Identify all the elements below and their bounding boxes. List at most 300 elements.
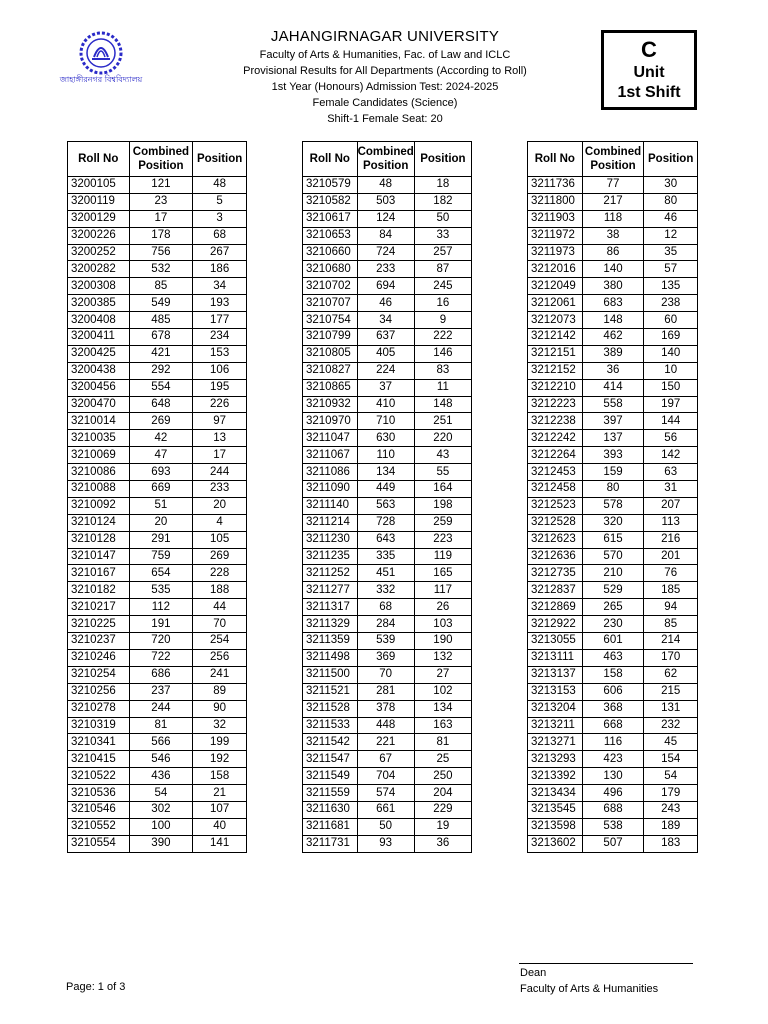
combined-position-cell: 686 <box>129 666 193 683</box>
combined-position-cell: 221 <box>357 734 414 751</box>
combined-position-cell: 637 <box>357 329 414 346</box>
table-row <box>528 481 698 498</box>
roll-number-cell: 3211140 <box>303 497 358 514</box>
table-row <box>68 329 247 346</box>
col-header-roll: Roll No <box>303 142 358 177</box>
position-cell: 179 <box>644 785 698 802</box>
roll-number-cell: 3210088 <box>68 481 130 498</box>
combined-position-cell: 485 <box>129 312 193 329</box>
roll-number-cell: 3200408 <box>68 312 130 329</box>
roll-number-cell: 3210707 <box>303 295 358 312</box>
combined-position-cell: 393 <box>582 447 644 464</box>
table-row <box>528 785 698 802</box>
combined-position-cell: 558 <box>582 396 644 413</box>
position-cell: 177 <box>193 312 247 329</box>
roll-number-cell: 3210167 <box>68 565 130 582</box>
combined-position-cell: 630 <box>357 430 414 447</box>
roll-number-cell: 3210086 <box>68 464 130 481</box>
table-row <box>303 548 472 565</box>
combined-position-cell: 84 <box>357 227 414 244</box>
combined-position-cell: 643 <box>357 531 414 548</box>
table-row <box>303 464 472 481</box>
seat-line: Shift-1 Female Seat: 20 <box>327 113 443 125</box>
table-row <box>528 193 698 210</box>
table-row <box>303 481 472 498</box>
roll-number-cell: 3211973 <box>528 244 583 261</box>
combined-position-cell: 507 <box>582 835 644 852</box>
roll-number-cell: 3210554 <box>68 835 130 852</box>
combined-position-cell: 463 <box>582 649 644 666</box>
position-cell: 144 <box>644 413 698 430</box>
table-row <box>528 717 698 734</box>
roll-number-cell: 3212922 <box>528 616 583 633</box>
table-row <box>528 683 698 700</box>
position-cell: 81 <box>414 734 471 751</box>
position-cell: 18 <box>414 177 471 194</box>
position-cell: 158 <box>193 768 247 785</box>
combined-position-cell: 669 <box>129 481 193 498</box>
table-row <box>68 497 247 514</box>
table-row <box>528 835 698 852</box>
roll-number-cell: 3210182 <box>68 582 130 599</box>
roll-number-cell: 3210035 <box>68 430 130 447</box>
position-cell: 11 <box>414 379 471 396</box>
combined-position-cell: 17 <box>129 210 193 227</box>
roll-number-cell: 3211528 <box>303 700 358 717</box>
roll-number-cell: 3200385 <box>68 295 130 312</box>
position-cell: 188 <box>193 582 247 599</box>
combined-position-cell: 601 <box>582 633 644 650</box>
col-header-combined: Combined Position <box>357 142 414 177</box>
roll-number-cell: 3213293 <box>528 751 583 768</box>
combined-position-cell: 332 <box>357 582 414 599</box>
position-cell: 195 <box>193 379 247 396</box>
combined-position-cell: 292 <box>129 362 193 379</box>
combined-position-cell: 159 <box>582 464 644 481</box>
combined-position-cell: 34 <box>357 312 414 329</box>
table-row <box>68 599 247 616</box>
table-row <box>68 531 247 548</box>
table-row <box>303 700 472 717</box>
roll-number-cell: 3210582 <box>303 193 358 210</box>
position-cell: 45 <box>644 734 698 751</box>
position-cell: 30 <box>644 177 698 194</box>
position-cell: 26 <box>414 599 471 616</box>
position-cell: 220 <box>414 430 471 447</box>
roll-number-cell: 3212238 <box>528 413 583 430</box>
combined-position-cell: 335 <box>357 548 414 565</box>
position-cell: 70 <box>193 616 247 633</box>
combined-position-cell: 237 <box>129 683 193 700</box>
combined-position-cell: 756 <box>129 244 193 261</box>
position-cell: 35 <box>644 244 698 261</box>
roll-number-cell: 3210069 <box>68 447 130 464</box>
combined-position-cell: 704 <box>357 768 414 785</box>
table-row <box>68 751 247 768</box>
position-cell: 222 <box>414 329 471 346</box>
roll-number-cell: 3212264 <box>528 447 583 464</box>
position-cell: 46 <box>644 210 698 227</box>
combined-position-cell: 678 <box>129 329 193 346</box>
combined-position-cell: 451 <box>357 565 414 582</box>
table-row <box>303 329 472 346</box>
table-row <box>68 345 247 362</box>
roll-number-cell: 3212458 <box>528 481 583 498</box>
roll-number-cell: 3210341 <box>68 734 130 751</box>
table-row <box>68 734 247 751</box>
position-cell: 119 <box>414 548 471 565</box>
table-row <box>68 818 247 835</box>
position-cell: 243 <box>644 801 698 818</box>
position-cell: 25 <box>414 751 471 768</box>
col-header-combined: Combined Position <box>129 142 193 177</box>
table-row <box>528 734 698 751</box>
combined-position-cell: 42 <box>129 430 193 447</box>
combined-position-cell: 728 <box>357 514 414 531</box>
table-row <box>68 210 247 227</box>
table-row <box>528 514 698 531</box>
table-row <box>68 785 247 802</box>
roll-number-cell: 3213111 <box>528 649 583 666</box>
combined-position-cell: 85 <box>129 278 193 295</box>
position-cell: 107 <box>193 801 247 818</box>
table-row <box>68 649 247 666</box>
col-header-roll: Roll No <box>528 142 583 177</box>
position-cell: 3 <box>193 210 247 227</box>
combined-position-cell: 549 <box>129 295 193 312</box>
roll-number-cell: 3210014 <box>68 413 130 430</box>
table-row <box>303 362 472 379</box>
roll-number-cell: 3210653 <box>303 227 358 244</box>
combined-position-cell: 118 <box>582 210 644 227</box>
position-cell: 83 <box>414 362 471 379</box>
roll-number-cell: 3211547 <box>303 751 358 768</box>
roll-number-cell: 3212528 <box>528 514 583 531</box>
position-cell: 44 <box>193 599 247 616</box>
results-line: Provisional Results for All Departments (According to Roll) <box>243 65 527 77</box>
combined-position-cell: 51 <box>129 497 193 514</box>
table-row <box>303 379 472 396</box>
combined-position-cell: 574 <box>357 785 414 802</box>
position-cell: 192 <box>193 751 247 768</box>
position-cell: 269 <box>193 548 247 565</box>
table-row <box>68 700 247 717</box>
combined-position-cell: 50 <box>357 818 414 835</box>
combined-position-cell: 570 <box>582 548 644 565</box>
roll-number-cell: 3212073 <box>528 312 583 329</box>
roll-number-cell: 3212210 <box>528 379 583 396</box>
combined-position-cell: 265 <box>582 599 644 616</box>
table-row <box>68 768 247 785</box>
roll-number-cell: 3210754 <box>303 312 358 329</box>
signatory-title: Dean <box>520 967 547 979</box>
signatory-faculty: Faculty of Arts & Humanities <box>520 983 659 995</box>
roll-number-cell: 3200105 <box>68 177 130 194</box>
position-cell: 234 <box>193 329 247 346</box>
combined-position-cell: 694 <box>357 278 414 295</box>
table-row <box>528 649 698 666</box>
position-cell: 170 <box>644 649 698 666</box>
position-cell: 229 <box>414 801 471 818</box>
combined-position-cell: 759 <box>129 548 193 565</box>
roll-number-cell: 3200282 <box>68 261 130 278</box>
roll-number-cell: 3213271 <box>528 734 583 751</box>
combined-position-cell: 654 <box>129 565 193 582</box>
combined-position-cell: 423 <box>582 751 644 768</box>
combined-position-cell: 281 <box>357 683 414 700</box>
combined-position-cell: 269 <box>129 413 193 430</box>
position-cell: 228 <box>193 565 247 582</box>
combined-position-cell: 77 <box>582 177 644 194</box>
position-cell: 244 <box>193 464 247 481</box>
position-cell: 43 <box>414 447 471 464</box>
table-row <box>303 295 472 312</box>
position-cell: 250 <box>414 768 471 785</box>
table-row <box>68 362 247 379</box>
table-row <box>528 329 698 346</box>
position-cell: 132 <box>414 649 471 666</box>
roll-number-cell: 3211500 <box>303 666 358 683</box>
position-cell: 140 <box>644 345 698 362</box>
combined-position-cell: 688 <box>582 801 644 818</box>
roll-number-cell: 3211359 <box>303 633 358 650</box>
unit-badge <box>601 30 697 110</box>
position-cell: 232 <box>644 717 698 734</box>
university-seal-script: জাহাঙ্গীরনগর বিশ্ববিদ্যালয় <box>59 75 143 84</box>
combined-position-cell: 23 <box>129 193 193 210</box>
roll-number-cell: 3212623 <box>528 531 583 548</box>
position-cell: 12 <box>644 227 698 244</box>
position-cell: 141 <box>193 835 247 852</box>
table-row <box>68 683 247 700</box>
roll-number-cell: 3210319 <box>68 717 130 734</box>
position-cell: 131 <box>644 700 698 717</box>
roll-number-cell: 3210522 <box>68 768 130 785</box>
table-row <box>68 633 247 650</box>
position-cell: 16 <box>414 295 471 312</box>
table-row <box>528 430 698 447</box>
roll-number-cell: 3211317 <box>303 599 358 616</box>
combined-position-cell: 405 <box>357 345 414 362</box>
combined-position-cell: 539 <box>357 633 414 650</box>
roll-number-cell: 3210932 <box>303 396 358 413</box>
table-row <box>303 666 472 683</box>
roll-number-cell: 3210147 <box>68 548 130 565</box>
roll-number-cell: 3211533 <box>303 717 358 734</box>
combined-position-cell: 37 <box>357 379 414 396</box>
table-row <box>303 649 472 666</box>
position-cell: 36 <box>414 835 471 852</box>
position-cell: 102 <box>414 683 471 700</box>
table-row <box>528 818 698 835</box>
roll-number-cell: 3213211 <box>528 717 583 734</box>
combined-position-cell: 20 <box>129 514 193 531</box>
table-row <box>303 768 472 785</box>
table-row <box>528 413 698 430</box>
table-row <box>528 599 698 616</box>
shift-label: 1st Shift <box>617 84 681 101</box>
roll-number-cell: 3212152 <box>528 362 583 379</box>
table-row <box>303 818 472 835</box>
roll-number-cell: 3213392 <box>528 768 583 785</box>
combined-position-cell: 284 <box>357 616 414 633</box>
position-cell: 142 <box>644 447 698 464</box>
combined-position-cell: 378 <box>357 700 414 717</box>
roll-number-cell: 3211067 <box>303 447 358 464</box>
combined-position-cell: 124 <box>357 210 414 227</box>
results-table-2 <box>302 141 472 853</box>
roll-number-cell: 3212869 <box>528 599 583 616</box>
faculty-line: Faculty of Arts & Humanities, Fac. of Law and ICLC <box>259 49 511 61</box>
roll-number-cell: 3211800 <box>528 193 583 210</box>
roll-number-cell: 3213055 <box>528 633 583 650</box>
position-cell: 256 <box>193 649 247 666</box>
roll-number-cell: 3211047 <box>303 430 358 447</box>
combined-position-cell: 410 <box>357 396 414 413</box>
table-row <box>68 295 247 312</box>
combined-position-cell: 496 <box>582 785 644 802</box>
roll-number-cell: 3200438 <box>68 362 130 379</box>
roll-number-cell: 3211235 <box>303 548 358 565</box>
roll-number-cell: 3213153 <box>528 683 583 700</box>
combined-position-cell: 224 <box>357 362 414 379</box>
results-table-1 <box>67 141 247 853</box>
combined-position-cell: 566 <box>129 734 193 751</box>
position-cell: 214 <box>644 633 698 650</box>
position-cell: 97 <box>193 413 247 430</box>
roll-number-cell: 3211086 <box>303 464 358 481</box>
position-cell: 19 <box>414 818 471 835</box>
roll-number-cell: 3200470 <box>68 396 130 413</box>
combined-position-cell: 320 <box>582 514 644 531</box>
roll-number-cell: 3200411 <box>68 329 130 346</box>
roll-number-cell: 3210799 <box>303 329 358 346</box>
roll-number-cell: 3211277 <box>303 582 358 599</box>
position-cell: 207 <box>644 497 698 514</box>
position-cell: 10 <box>644 362 698 379</box>
position-cell: 50 <box>414 210 471 227</box>
table-row <box>303 278 472 295</box>
table-row <box>68 177 247 194</box>
table-row <box>68 548 247 565</box>
position-cell: 27 <box>414 666 471 683</box>
roll-number-cell: 3210246 <box>68 649 130 666</box>
position-cell: 62 <box>644 666 698 683</box>
position-cell: 267 <box>193 244 247 261</box>
combined-position-cell: 668 <box>582 717 644 734</box>
table-row <box>303 210 472 227</box>
combined-position-cell: 134 <box>357 464 414 481</box>
table-row <box>303 633 472 650</box>
position-cell: 216 <box>644 531 698 548</box>
position-cell: 215 <box>644 683 698 700</box>
table-row <box>528 801 698 818</box>
table-row <box>528 751 698 768</box>
position-cell: 94 <box>644 599 698 616</box>
position-cell: 90 <box>193 700 247 717</box>
position-cell: 80 <box>644 193 698 210</box>
combined-position-cell: 546 <box>129 751 193 768</box>
table-row <box>303 599 472 616</box>
roll-number-cell: 3211542 <box>303 734 358 751</box>
combined-position-cell: 140 <box>582 261 644 278</box>
combined-position-cell: 724 <box>357 244 414 261</box>
position-cell: 148 <box>414 396 471 413</box>
position-cell: 197 <box>644 396 698 413</box>
position-cell: 182 <box>414 193 471 210</box>
candidates-line: Female Candidates (Science) <box>312 97 458 109</box>
combined-position-cell: 110 <box>357 447 414 464</box>
table-row <box>528 565 698 582</box>
roll-number-cell: 3210237 <box>68 633 130 650</box>
table-row <box>303 565 472 582</box>
position-cell: 193 <box>193 295 247 312</box>
combined-position-cell: 720 <box>129 633 193 650</box>
roll-number-cell: 3210865 <box>303 379 358 396</box>
table-row <box>68 835 247 852</box>
table-row <box>68 244 247 261</box>
position-cell: 163 <box>414 717 471 734</box>
table-row <box>528 582 698 599</box>
table-row <box>68 312 247 329</box>
position-cell: 54 <box>644 768 698 785</box>
table-row <box>303 244 472 261</box>
combined-position-cell: 554 <box>129 379 193 396</box>
combined-position-cell: 100 <box>129 818 193 835</box>
roll-number-cell: 3213434 <box>528 785 583 802</box>
combined-position-cell: 291 <box>129 531 193 548</box>
position-cell: 199 <box>193 734 247 751</box>
roll-number-cell: 3211498 <box>303 649 358 666</box>
table-row <box>528 312 698 329</box>
table-row <box>68 464 247 481</box>
roll-number-cell: 3212016 <box>528 261 583 278</box>
position-cell: 32 <box>193 717 247 734</box>
roll-number-cell: 3213545 <box>528 801 583 818</box>
roll-number-cell: 3210827 <box>303 362 358 379</box>
roll-number-cell: 3210092 <box>68 497 130 514</box>
combined-position-cell: 244 <box>129 700 193 717</box>
position-cell: 106 <box>193 362 247 379</box>
roll-number-cell: 3210415 <box>68 751 130 768</box>
table-row <box>303 751 472 768</box>
roll-number-cell: 3212049 <box>528 278 583 295</box>
combined-position-cell: 648 <box>129 396 193 413</box>
combined-position-cell: 436 <box>129 768 193 785</box>
position-cell: 63 <box>644 464 698 481</box>
table-row <box>528 396 698 413</box>
roll-number-cell: 3211214 <box>303 514 358 531</box>
table-row <box>528 616 698 633</box>
roll-number-cell: 3211090 <box>303 481 358 498</box>
table-row <box>303 345 472 362</box>
combined-position-cell: 116 <box>582 734 644 751</box>
col-header-combined: Combined Position <box>582 142 644 177</box>
results-table-3 <box>527 141 698 853</box>
position-cell: 34 <box>193 278 247 295</box>
combined-position-cell: 148 <box>582 312 644 329</box>
table-row <box>303 447 472 464</box>
position-cell: 60 <box>644 312 698 329</box>
table-row <box>303 430 472 447</box>
position-cell: 154 <box>644 751 698 768</box>
roll-number-cell: 3200425 <box>68 345 130 362</box>
combined-position-cell: 661 <box>357 801 414 818</box>
roll-number-cell: 3200456 <box>68 379 130 396</box>
table-row <box>528 447 698 464</box>
table-row <box>303 312 472 329</box>
admission-test-line: 1st Year (Honours) Admission Test: 2024-2025 <box>271 81 499 93</box>
